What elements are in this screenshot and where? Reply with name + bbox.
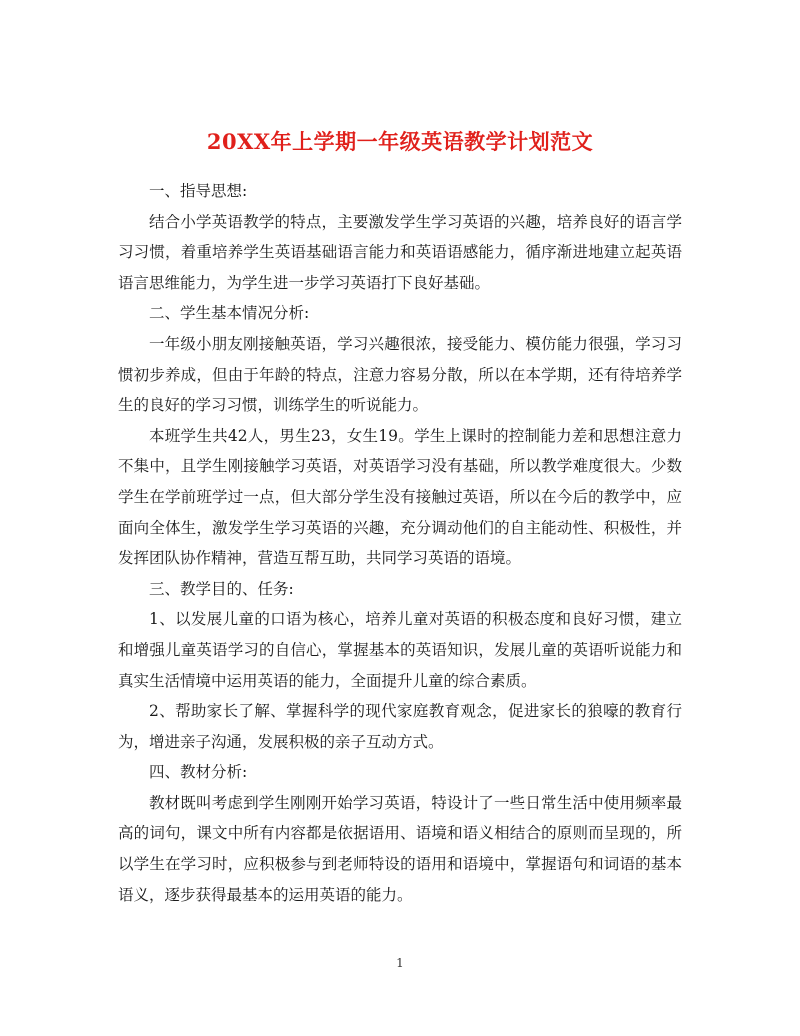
paragraph-teaching-goal-2: 2、帮助家长了解、掌握科学的现代家庭教育观念，促进家长的狼嚎的教育行为，增进亲子沟通，发展积极的亲子互动方式。	[118, 702, 682, 751]
paragraph-guiding-ideology: 结合小学英语教学的特点，主要激发学生学习英语的兴趣，培养良好的语言学习习惯，着重培养学生英语基础语言能力和英语语感能力，循序渐进地建立起英语语言思维能力，为学生进一步学习英语打下良好基础。	[118, 212, 682, 292]
paragraph-textbook-analysis: 教材既叫考虑到学生刚刚开始学习英语，特设计了一些日常生活中使用频率最高的词句，课文中所有内容都是依据语用、语境和语义相结合的原则而呈现的，所以学生在学习时，应积极参与到老师特设的语用和语境中，掌握语句和词语的基本语义，逐步获得最基本的运用英语的能力。	[118, 793, 682, 904]
page-number: 1	[396, 956, 404, 970]
document-title: 20XX年上学期一年级英语教学计划范文	[206, 129, 594, 155]
paragraph-student-analysis-1: 一年级小朋友刚接触英语，学习兴趣很浓，接受能力、模仿能力很强，学习习惯初步养成，但由于年龄的特点，注意力容易分散，所以在本学期，还有待培养学生的良好的学习习惯，训练学生的听说能力。	[118, 334, 682, 415]
paragraph-teaching-goal-1: 1、以发展儿童的口语为核心，培养儿童对英语的积极态度和良好习惯，建立和增强儿童英语学习的自信心，掌握基本的英语知识，发展儿童的英语听说能力和真实生活情境中运用英语的能力，全面提升儿童的综合素质。	[118, 610, 682, 690]
paragraph-student-analysis-2: 本班学生共42人，男生23，女生19。学生上课时的控制能力差和思想注意力不集中，且学生刚接触学习英语，对英语学习没有基础，所以教学难度很大。少数学生在学前班学过一点，但大部分学生没有接触过英语，所以在今后的教学中，应面向全体生，激发学生学习英语的兴趣，充分调动他们的自主能动性、积极性，并发挥团队协作精神，营造互帮互助，共同学习英语的语境。	[118, 426, 682, 568]
section-heading-teaching-goals: 三、教学目的、任务:	[149, 579, 294, 598]
section-heading-textbook-analysis: 四、教材分析:	[149, 763, 248, 782]
section-heading-student-analysis: 二、学生基本情况分析:	[149, 304, 310, 323]
section-heading-guiding-ideology: 一、指导思想:	[149, 182, 248, 200]
document-body	[118, 176, 682, 910]
